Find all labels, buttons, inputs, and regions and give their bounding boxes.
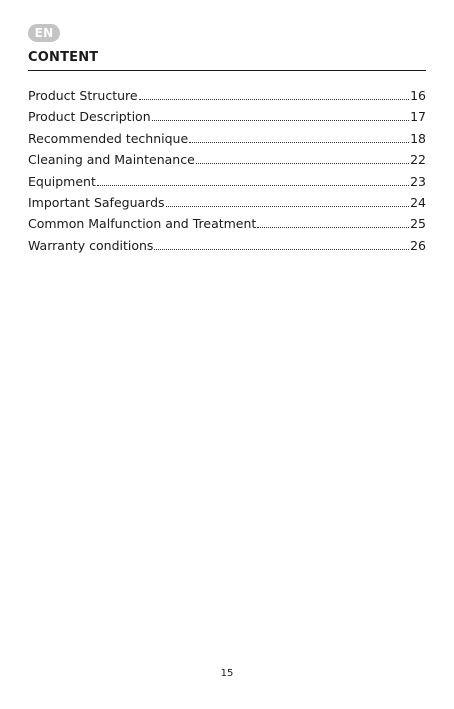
toc-entry-cleaning-and-maintenance[interactable] bbox=[28, 152, 426, 173]
toc-entry-important-safeguards[interactable] bbox=[28, 195, 426, 216]
toc-dot-leader bbox=[152, 120, 409, 121]
page-number: 15 bbox=[220, 668, 234, 679]
toc-entry-page: 25 bbox=[410, 216, 426, 232]
toc-entry-product-structure[interactable] bbox=[28, 88, 426, 109]
toc-entry-label: Recommended technique bbox=[28, 130, 189, 146]
toc-entry-equipment[interactable] bbox=[28, 174, 426, 195]
page-title: CONTENT bbox=[28, 50, 99, 65]
toc-entry-warranty-conditions[interactable] bbox=[28, 238, 426, 259]
toc-dot-leader bbox=[139, 99, 410, 100]
toc-dot-leader bbox=[166, 206, 410, 207]
toc-dot-leader bbox=[257, 227, 409, 228]
toc-entry-page: 23 bbox=[410, 173, 426, 189]
toc-entry-label: Warranty conditions bbox=[28, 237, 154, 253]
toc-dot-leader bbox=[196, 163, 409, 164]
toc-entry-page: 18 bbox=[410, 130, 426, 146]
toc-entry-common-malfunction-and-treatment[interactable] bbox=[28, 216, 426, 237]
toc-entry-page: 16 bbox=[410, 88, 426, 103]
toc-entry-label: Important Safeguards bbox=[28, 194, 165, 210]
table-of-contents bbox=[28, 88, 426, 259]
toc-entry-label: Product Description bbox=[28, 109, 151, 125]
toc-dot-leader bbox=[154, 249, 409, 250]
title-divider bbox=[28, 70, 426, 71]
toc-entry-label: Common Malfunction and Treatment bbox=[28, 216, 257, 232]
language-badge: EN bbox=[28, 24, 60, 42]
toc-entry-product-description[interactable] bbox=[28, 109, 426, 130]
toc-entry-label: Equipment bbox=[28, 173, 96, 189]
toc-entry-page: 24 bbox=[410, 194, 426, 210]
toc-entry-recommended-technique[interactable] bbox=[28, 131, 426, 152]
toc-entry-page: 17 bbox=[410, 109, 426, 125]
toc-entry-label: Product Structure bbox=[28, 88, 138, 103]
toc-dot-leader bbox=[189, 142, 409, 143]
toc-dot-leader bbox=[97, 185, 409, 186]
toc-entry-page: 22 bbox=[410, 152, 426, 168]
toc-entry-page: 26 bbox=[410, 237, 426, 253]
toc-entry-label: Cleaning and Maintenance bbox=[28, 152, 195, 168]
